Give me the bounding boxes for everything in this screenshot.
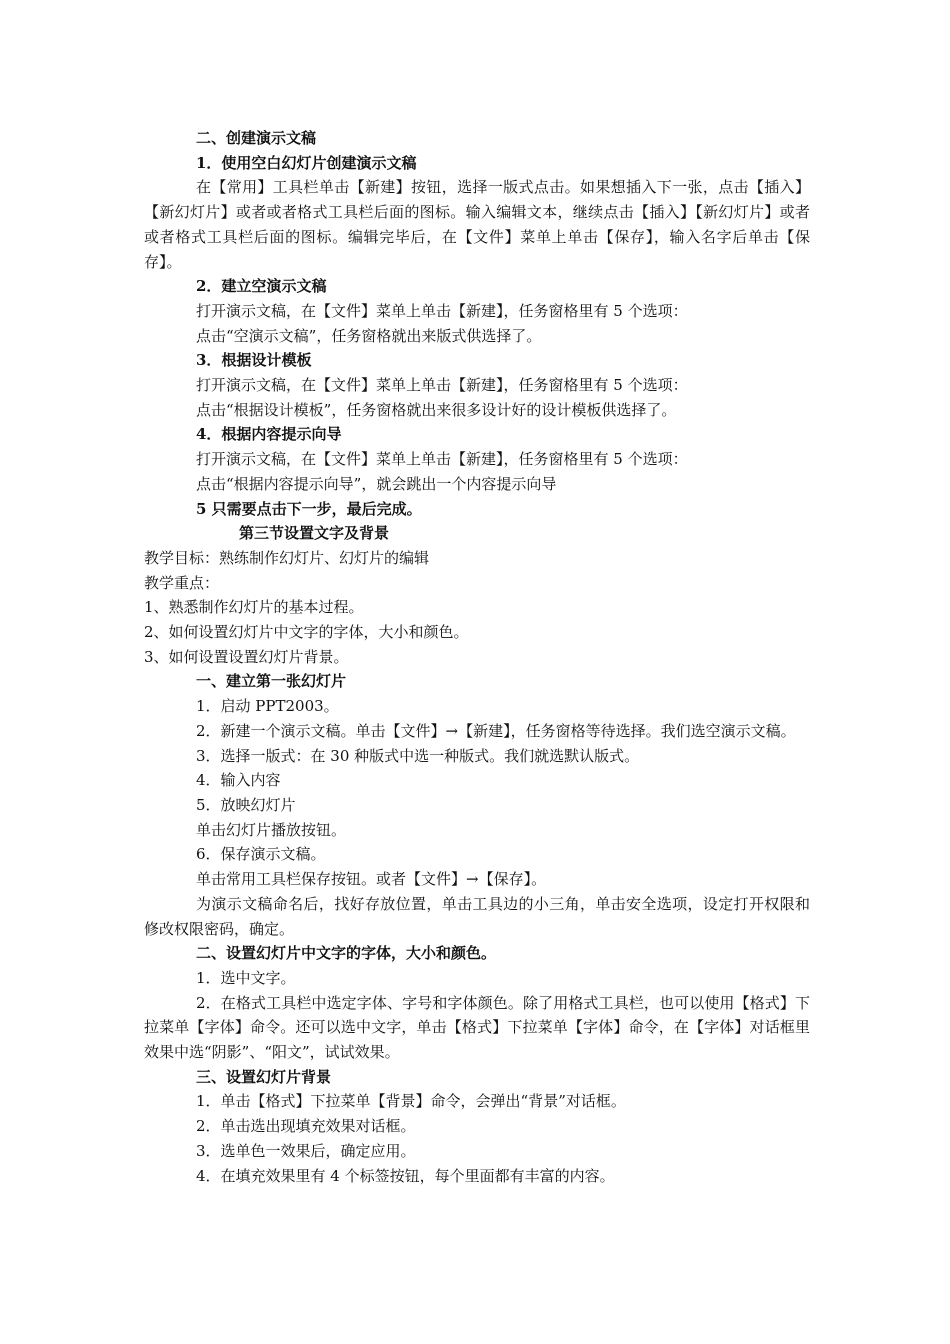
paragraph-line: 在【常用】工具栏单击【新建】按钮，选择一版式点击。如果想插入下一张，点击【插入】【新幻灯片】或者或者格式工具栏后面的图标。输入编辑文本，继续点击【插入】【新幻灯片】或者或者格式工具栏后面的图标。编辑完毕后，在【文件】菜单上单击【保存】，输入名字后单击【保存】。 [144, 178, 810, 271]
paragraph-line: 3．选单色一效果后，确定应用。 [196, 1141, 416, 1160]
paragraph-line: 点击“空演示文稿”，任务窗格就出来版式供选择了。 [196, 326, 542, 345]
paragraph-line: 教学目标：熟练制作幻灯片、幻灯片的编辑 [144, 548, 430, 567]
paragraph-line: 2．新建一个演示文稿。单击【文件】→【新建】，任务窗格等待选择。我们选空演示文稿。 [196, 721, 796, 740]
paragraph-line: 打开演示文稿，在【文件】菜单上单击【新建】，任务窗格里有 5 个选项： [196, 301, 688, 320]
paragraph-line: 为演示文稿命名后，找好存放位置，单击工具边的小三角，单击安全选项，设定打开权限和修改权限密码，确定。 [144, 894, 810, 938]
section-heading: 二、设置幻灯片中文字的字体，大小和颜色。 [196, 944, 497, 963]
paragraph-line: 单击常用工具栏保存按钮。或者【文件】→【保存】。 [196, 870, 547, 889]
section-heading: 二、创建演示文稿 [196, 129, 317, 147]
paragraph-line: 点击“根据设计模板”，任务窗格就出来很多设计好的设计模板供选择了。 [196, 400, 677, 419]
paragraph-line: 点击“根据内容提示向导”，就会跳出一个内容提示向导 [196, 474, 557, 493]
paragraph-line: 1．选中文字。 [196, 968, 296, 987]
paragraph-line: 4．输入内容 [196, 771, 281, 790]
document-body [144, 126, 810, 1188]
paragraph-line: 2．单击选出现填充效果对话框。 [196, 1117, 416, 1136]
paragraph-line: 打开演示文稿，在【文件】菜单上单击【新建】，任务窗格里有 5 个选项： [196, 376, 688, 395]
section-heading: 4．根据内容提示向导 [196, 425, 342, 444]
paragraph-line: 教学重点： [144, 573, 220, 592]
paragraph-line: 6．保存演示文稿。 [196, 845, 326, 864]
paragraph-line: 1、熟悉制作幻灯片的基本过程。 [144, 598, 364, 617]
section-heading: 5 只需要点击下一步，最后完成。 [196, 499, 422, 518]
section-heading: 一、建立第一张幻灯片 [196, 672, 347, 691]
paragraph-line: 3、如何设置设置幻灯片背景。 [144, 647, 349, 666]
paragraph-line: 3．选择一版式：在 30 种版式中选一种版式。我们就选默认版式。 [196, 746, 640, 765]
paragraph-line: 2．在格式工具栏中选定字体、字号和字体颜色。除了用格式工具栏，也可以使用【格式】下拉菜单【字体】命令。还可以选中文字，单击【格式】下拉菜单【字体】命令，在【字体】对话框里效果中选“阴影”、“阳文”，试试效果。 [144, 993, 810, 1062]
section-heading: 3．根据设计模板 [196, 351, 312, 370]
section-heading: 2．建立空演示文稿 [196, 277, 327, 296]
section-heading: 三、设置幻灯片背景 [196, 1067, 332, 1086]
section-heading: 1．使用空白幻灯片创建演示文稿 [196, 153, 417, 172]
paragraph-line: 4．在填充效果里有 4 个标签按钮，每个里面都有丰富的内容。 [196, 1166, 615, 1185]
paragraph-line: 5．放映幻灯片 [196, 795, 296, 814]
paragraph-line: 2、如何设置幻灯片中文字的字体，大小和颜色。 [144, 623, 469, 642]
paragraph-line: 打开演示文稿，在【文件】菜单上单击【新建】，任务窗格里有 5 个选项： [196, 450, 688, 469]
paragraph-line: 单击幻灯片播放按钮。 [196, 820, 347, 839]
paragraph-line: 1．启动 PPT2003。 [196, 697, 339, 716]
paragraph-line: 1．单击【格式】下拉菜单【背景】命令，会弹出“背景”对话框。 [196, 1092, 626, 1111]
section-heading: 第三节设置文字及背景 [239, 524, 390, 543]
